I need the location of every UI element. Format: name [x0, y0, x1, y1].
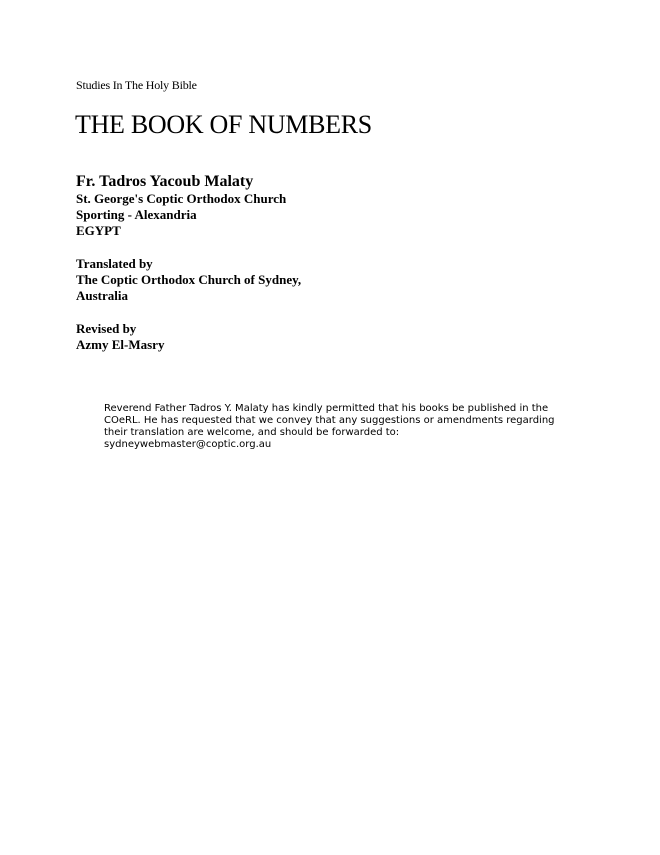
- series-title: Studies In The Holy Bible: [76, 78, 197, 92]
- translation-block: [76, 256, 301, 304]
- author-country: EGYPT: [76, 223, 121, 238]
- permission-notice: [104, 403, 564, 451]
- author-block: [76, 172, 286, 239]
- translator-country: Australia: [76, 288, 128, 303]
- notice-text: Reverend Father Tadros Y. Malaty has kindly permitted that his books be published in the COeRL. He has requested that we convey that any suggestions or amendments regarding their translation are welcome, and should be forwarded to:: [104, 403, 555, 438]
- contact-email[interactable]: sydneywebmaster@coptic.org.au: [104, 439, 272, 450]
- author-name: Fr. Tadros Yacoub Malaty: [76, 173, 254, 190]
- translator-name: The Coptic Orthodox Church of Sydney,: [76, 272, 302, 287]
- revision-heading: Revised by: [76, 321, 137, 336]
- book-title: THE BOOK OF NUMBERS: [75, 110, 372, 139]
- author-location: Sporting - Alexandria: [76, 207, 197, 222]
- reviser-name: Azmy El-Masry: [76, 337, 165, 352]
- author-church: St. George's Coptic Orthodox Church: [76, 191, 287, 206]
- translation-heading: Translated by: [76, 256, 153, 271]
- revision-block: [76, 321, 164, 353]
